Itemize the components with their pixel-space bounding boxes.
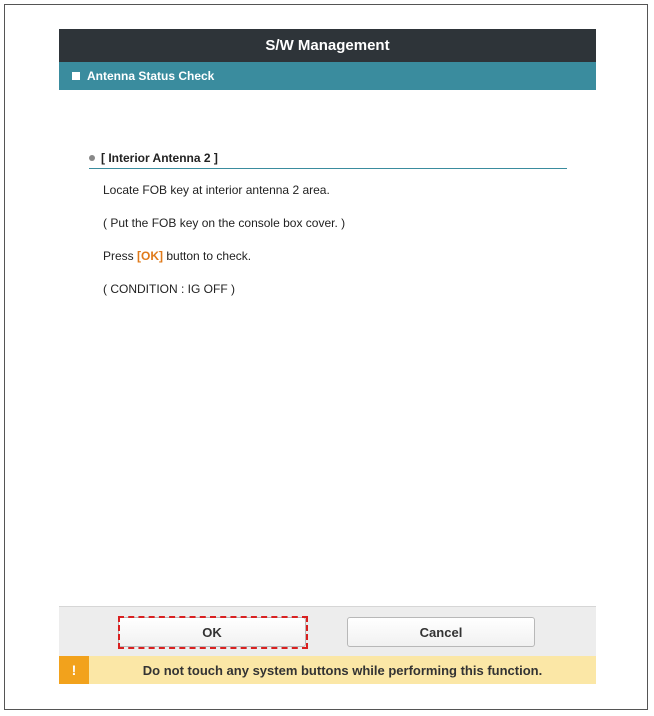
warning-icon: !	[59, 656, 89, 684]
instruction-subheading	[89, 148, 567, 169]
line3-prefix: Press	[103, 249, 138, 263]
sw-management-window	[59, 29, 596, 684]
square-bullet-icon	[72, 72, 80, 80]
bullet-dot-icon	[89, 155, 95, 161]
warning-text: Do not touch any system buttons while performing this function.	[142, 662, 543, 678]
instruction-line-1: Locate FOB key at interior antenna 2 area.	[103, 183, 330, 197]
warning-banner	[59, 656, 596, 684]
ok-keyword: [OK]	[137, 249, 164, 263]
instruction-line-2: ( Put the FOB key on the console box cover. )	[103, 216, 346, 230]
cancel-button[interactable]: Cancel	[347, 617, 535, 647]
window-title: S/W Management	[59, 29, 596, 62]
instruction-line-3	[103, 249, 251, 263]
instruction-panel	[59, 90, 596, 606]
subheading-text: [ Interior Antenna 2 ]	[101, 151, 218, 165]
line3-suffix: button to check.	[163, 249, 252, 263]
ok-button[interactable]: OK	[118, 617, 306, 647]
instruction-line-4: ( CONDITION : IG OFF )	[103, 282, 235, 296]
section-header	[59, 62, 596, 90]
button-bar	[59, 606, 596, 657]
section-title: Antenna Status Check	[87, 69, 215, 83]
